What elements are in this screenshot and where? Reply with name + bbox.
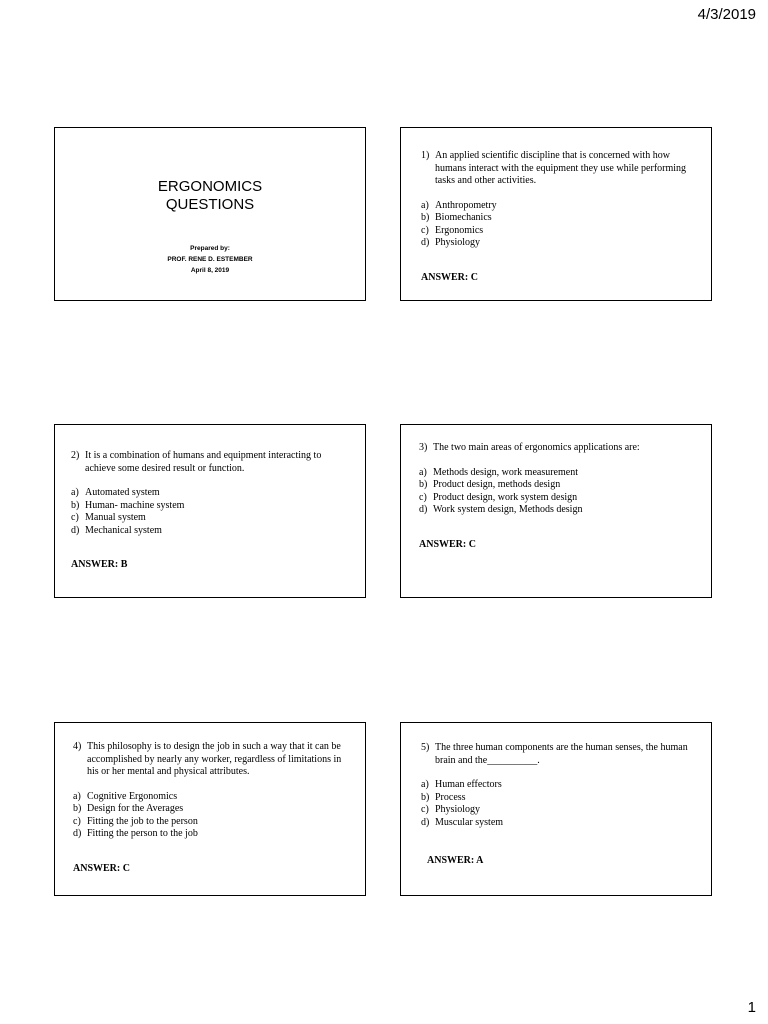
question-number: 2)	[71, 450, 80, 461]
answer-text: ANSWER: B	[71, 559, 128, 570]
question-slide-5	[400, 722, 712, 896]
option-text: Product design, methods design	[433, 479, 561, 490]
option-letter: c)	[419, 491, 427, 503]
option	[71, 512, 346, 525]
title-line-2: QUESTIONS	[165, 196, 255, 213]
question-slide-2	[54, 424, 366, 598]
option-letter: c)	[71, 512, 79, 523]
options-list	[73, 791, 353, 841]
option	[71, 525, 346, 538]
option	[421, 225, 691, 238]
option-letter: b)	[73, 803, 82, 814]
option-text: Ergonomics	[435, 224, 484, 236]
option	[421, 779, 693, 792]
option-text: Cognitive Ergonomics	[87, 790, 178, 802]
question-block	[73, 741, 353, 875]
option-letter: a)	[71, 487, 79, 498]
option-letter: d)	[421, 816, 430, 828]
option-letter: b)	[421, 212, 430, 223]
answer-text: ANSWER: C	[421, 271, 478, 283]
question-stem	[71, 450, 346, 475]
question-text: This philosophy is to design the job in such a way that it can be accomplished by nearly any worker, regardless of limitations in his or her mental and physical attributes.	[87, 741, 342, 777]
option	[73, 791, 353, 804]
option-letter: b)	[71, 499, 80, 511]
options-list	[71, 487, 346, 537]
option-text: Mechanical system	[85, 524, 162, 536]
option-letter: a)	[73, 790, 81, 802]
option	[421, 212, 691, 225]
option-letter: d)	[71, 524, 80, 536]
question-block	[421, 742, 693, 868]
option-text: Fitting the person to the job	[87, 828, 198, 839]
option-text: Product design, work system design	[433, 491, 578, 503]
print-date: 4/3/2019	[697, 6, 756, 23]
option-text: Physiology	[435, 804, 481, 815]
question-text: The three human components are the human senses, the human brain and the__________.	[435, 742, 688, 766]
option-letter: a)	[419, 466, 427, 478]
question-text: The two main areas of ergonomics applications are:	[433, 442, 640, 453]
question-stem	[419, 442, 699, 455]
question-stem	[421, 742, 693, 767]
option-text: Manual system	[85, 512, 146, 523]
question-number: 1)	[421, 150, 430, 161]
slide-title	[55, 178, 365, 214]
option-letter: c)	[421, 224, 429, 236]
prepared-by-label: Prepared by:	[190, 245, 230, 252]
question-stem	[73, 741, 353, 779]
option	[419, 504, 699, 517]
page-number: 1	[747, 999, 756, 1016]
option-text: Human- machine system	[85, 499, 185, 511]
question-slide-3	[400, 424, 712, 598]
option-text: Design for the Averages	[87, 803, 184, 814]
answer-text: ANSWER: C	[419, 538, 476, 550]
option-text: Methods design, work measurement	[433, 466, 578, 478]
option-text: Fitting the job to the person	[87, 815, 198, 827]
option-text: Biomechanics	[435, 212, 492, 223]
option	[71, 487, 346, 500]
option-text: Automated system	[85, 487, 160, 498]
option	[421, 817, 693, 830]
option	[421, 792, 693, 805]
option	[421, 200, 691, 213]
option-text: Muscular system	[435, 816, 504, 828]
options-list	[419, 467, 699, 517]
answer-text: ANSWER: C	[73, 862, 130, 874]
author-name: PROF. RENE D. ESTEMBER	[167, 256, 253, 263]
question-block	[71, 450, 346, 572]
question-text: An applied scientific discipline that is concerned with how humans interact with the equipment they use while performing tasks and other activities.	[435, 150, 687, 186]
option-text: Process	[435, 791, 466, 803]
answer-text: ANSWER: A	[427, 855, 484, 866]
option-text: Anthropometry	[435, 199, 497, 211]
question-slide-4	[54, 722, 366, 896]
option-letter: b)	[419, 479, 428, 490]
option-letter: b)	[421, 791, 430, 803]
question-stem	[421, 150, 691, 188]
question-block	[419, 442, 699, 551]
question-number: 4)	[73, 741, 82, 752]
option	[419, 492, 699, 505]
option	[421, 237, 691, 250]
title-meta	[55, 243, 365, 276]
option	[73, 828, 353, 841]
option-letter: d)	[421, 237, 430, 248]
question-slide-1	[400, 127, 712, 301]
option	[419, 479, 699, 492]
slide-date: April 8, 2019	[190, 267, 230, 274]
option-text: Work system design, Methods design	[433, 504, 583, 515]
title-line-1: ERGONOMICS	[157, 178, 263, 195]
question-number: 5)	[421, 742, 430, 753]
option-text: Physiology	[435, 237, 481, 248]
option	[73, 816, 353, 829]
option	[421, 804, 693, 817]
option-letter: a)	[421, 779, 429, 790]
options-list	[421, 200, 691, 250]
option	[419, 467, 699, 480]
option-letter: c)	[421, 804, 429, 815]
option-letter: d)	[73, 828, 82, 839]
option-text: Human effectors	[435, 779, 502, 790]
option	[71, 500, 346, 513]
title-slide	[54, 127, 366, 301]
options-list	[421, 779, 693, 829]
option	[73, 803, 353, 816]
option-letter: d)	[419, 504, 428, 515]
option-letter: a)	[421, 199, 429, 211]
question-number: 3)	[419, 442, 428, 453]
option-letter: c)	[73, 815, 81, 827]
question-block	[421, 150, 691, 284]
question-text: It is a combination of humans and equipment interacting to achieve some desired result or function.	[85, 450, 322, 474]
